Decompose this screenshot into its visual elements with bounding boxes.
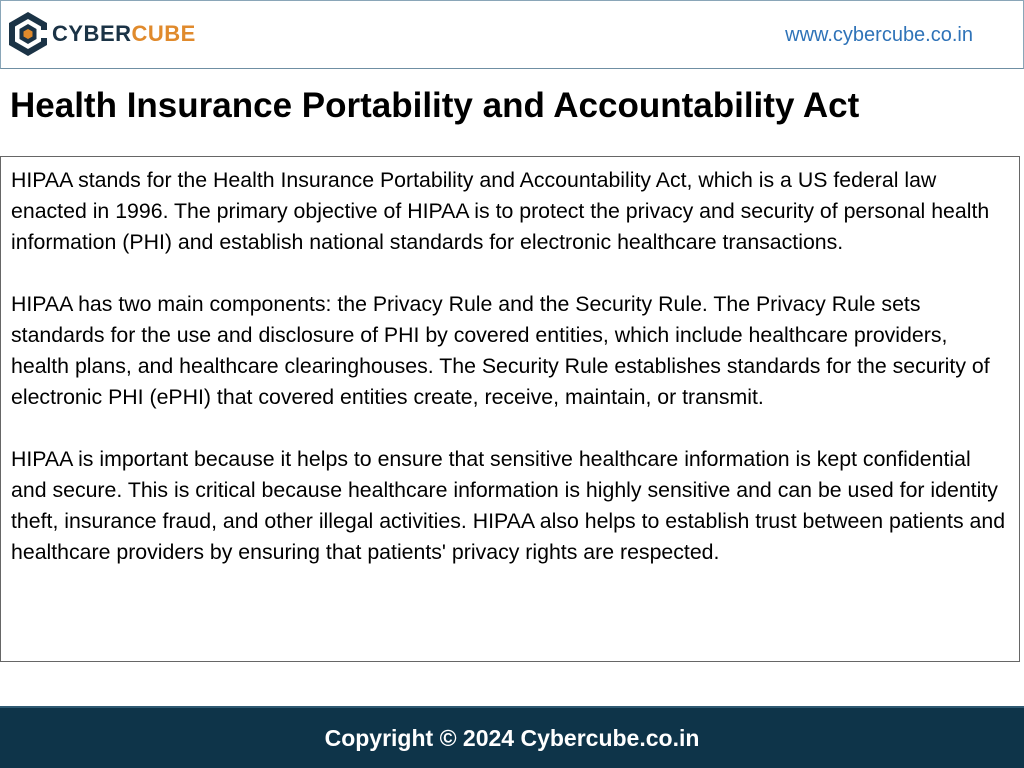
brand-wordmark [52,23,196,45]
brand-word-cube: CUBE [131,21,196,46]
header-bar [0,0,1024,69]
brand-logo[interactable] [8,11,196,57]
paragraph-importance: HIPAA is important because it helps to ensure that sensitive healthcare information is kept confidential and secure. This is critical because healthcare information is highly sensitive and can be used for identity theft, insurance fraud, and other illegal activities. HIPAA also helps to establish trust between patients and healthcare providers by ensuring that patients' privacy rights are respected. [11,447,1006,564]
copyright-text: Copyright © 2024 Cybercube.co.in [324,724,700,751]
brand-word-cyber: CYBER [52,21,132,46]
cube-logo-icon [8,11,48,57]
footer-bar [0,706,1024,768]
content-box [0,156,1020,662]
paragraph-intro: HIPAA stands for the Health Insurance Portability and Accountability Act, which is a US federal law enacted in 1996. The primary objective of HIPAA is to protect the privacy and security of personal health information (PHI) and establish national standards for electronic healthcare transactions. [11,168,990,254]
page-title: Health Insurance Portability and Accountability Act [10,86,860,125]
website-link[interactable]: www.cybercube.co.in [785,24,973,46]
paragraph-components: HIPAA has two main components: the Privacy Rule and the Security Rule. The Privacy Rule sets standards for the use and disclosure of PHI by covered entities, which include healthcare providers, health plans, and healthcare clearinghouses. The Security Rule establishes standards for the security of electronic PHI (ePHI) that covered entities create, receive, maintain, or transmit. [11,292,990,409]
